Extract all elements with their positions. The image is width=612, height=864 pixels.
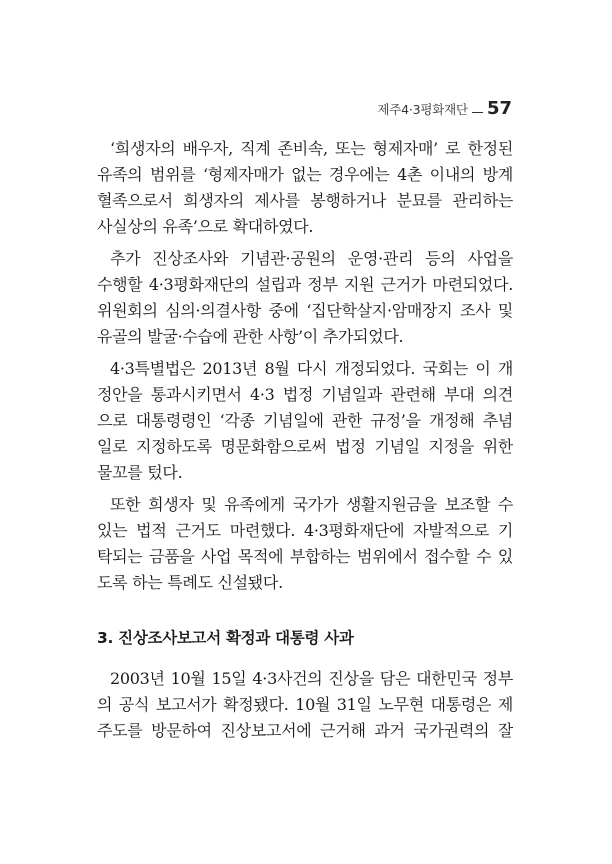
paragraph-2 — [97, 246, 513, 350]
text-line: 위원회의 심의·의결사항 중에 ‘집단학살지·암매장지 조사 및 — [97, 301, 513, 320]
header-rule — [472, 112, 483, 113]
section-heading: 3. 진상조사보고서 확정과 대통령 사과 — [97, 629, 354, 647]
text-line: 정안을 통과시키면서 4·3 법정 기념일과 관련해 부대 의견 — [97, 385, 513, 404]
text-line: 주도를 방문하여 진상보고서에 근거해 과거 국가권력의 잘 — [97, 721, 513, 740]
text-line: 의 공식 보고서가 확정됐다. 10월 31일 노무현 대통령은 제 — [97, 695, 513, 714]
running-header — [377, 98, 512, 119]
text-line: 물꼬를 텄다. — [97, 463, 183, 482]
page-number: 57 — [486, 98, 512, 119]
paragraph-4 — [97, 492, 513, 596]
text-line: 4·3특별법은 2013년 8월 다시 개정되었다. 국회는 이 개 — [110, 359, 513, 378]
text-line: 탁되는 금품을 사업 목적에 부합하는 범위에서 접수할 수 있 — [97, 547, 513, 566]
paragraph-3 — [97, 356, 513, 486]
page-body — [97, 136, 513, 750]
text-line: 유족의 범위를 ‘형제자매가 없는 경우에는 4촌 이내의 방계 — [97, 165, 513, 184]
text-line: 사실상의 유족’으로 확대하였다. — [97, 217, 314, 236]
text-line: 으로 대통령령인 ‘각종 기념일에 관한 규정’을 개정해 추념 — [97, 411, 513, 430]
text-line: 혈족으로서 희생자의 제사를 봉행하거나 분묘를 관리하는 — [97, 191, 513, 210]
paragraph-1 — [97, 136, 513, 240]
section-paragraph — [97, 666, 513, 744]
text-line: 유골의 발굴·수습에 관한 사항’이 추가되었다. — [97, 327, 404, 346]
text-line: 도록 하는 특례도 신설됐다. — [97, 573, 283, 592]
running-header-title: 제주4·3평화재단 — [377, 102, 468, 117]
text-line: 또한 희생자 및 유족에게 국가가 생활지원금을 보조할 수 — [110, 495, 513, 514]
text-line: 있는 법적 근거도 마련했다. 4·3평화재단에 자발적으로 기 — [97, 521, 513, 540]
text-line: ‘희생자의 배우자, 직계 존비속, 또는 형제자매’ 로 한정된 — [110, 139, 513, 158]
text-line: 일로 지정하도록 명문화함으로써 법정 기념일 지정을 위한 — [97, 437, 513, 456]
text-line: 2003년 10월 15일 4·3사건의 진상을 담은 대한민국 정부 — [110, 669, 513, 688]
text-line: 추가 진상조사와 기념관·공원의 운영·관리 등의 사업을 — [110, 249, 513, 268]
text-line: 수행할 4·3평화재단의 설립과 정부 지원 근거가 마련되었다. — [97, 275, 513, 294]
